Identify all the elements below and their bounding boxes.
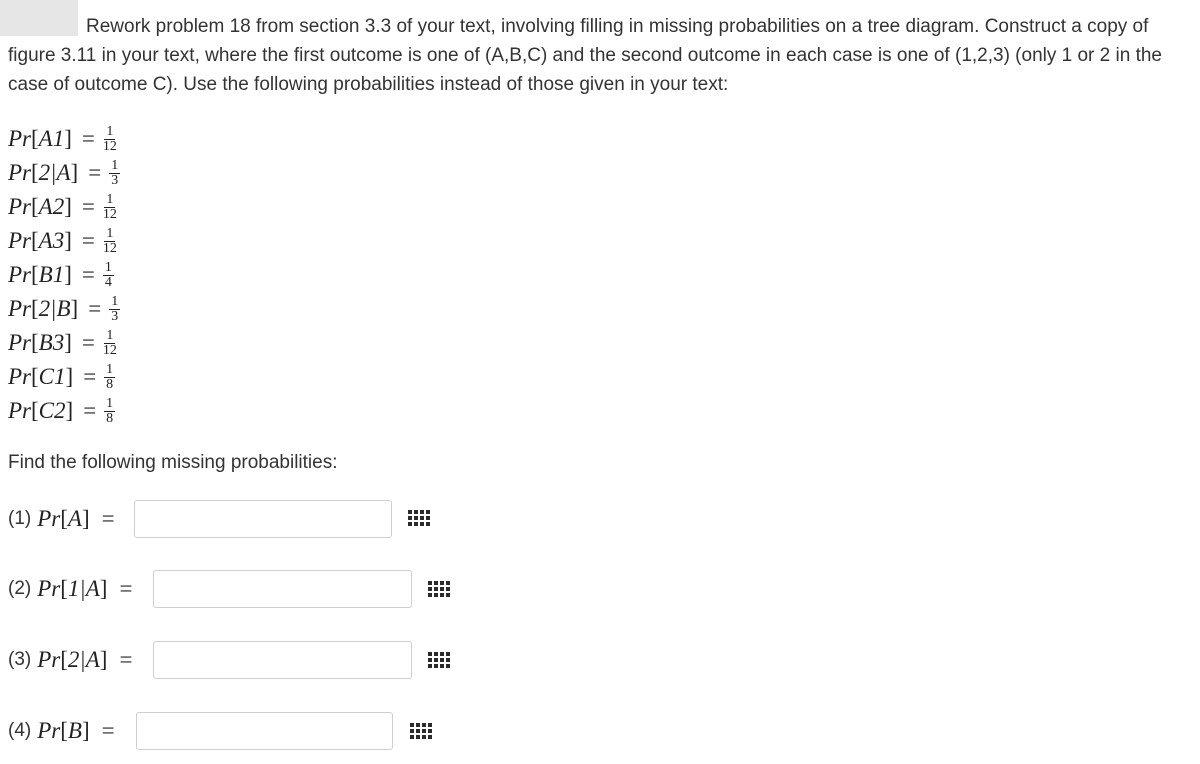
prob-function: Pr	[8, 262, 31, 287]
answer-input-4[interactable]	[137, 713, 392, 749]
prob-argument: 2|B	[38, 296, 71, 321]
numerator: 1	[104, 259, 112, 275]
answer-input-1[interactable]	[135, 501, 391, 537]
answer-input-3-box	[153, 641, 412, 679]
prob-function: Pr	[8, 296, 31, 321]
numerator: 1	[106, 361, 114, 377]
question-label: (1)	[8, 508, 32, 529]
prob-function: Pr	[37, 718, 61, 743]
answer-input-3[interactable]	[154, 642, 411, 678]
numerator: 1	[106, 395, 114, 411]
prob-function: Pr	[8, 228, 31, 253]
fraction	[104, 363, 115, 392]
prob-argument: B1	[38, 262, 65, 287]
question-3: (3) Pr[2|A] =	[8, 647, 133, 672]
prob-argument: A2	[38, 194, 65, 219]
question-4: (4) Pr[B] =	[8, 718, 115, 743]
given-row: Pr [ A2 ] = $\frac{1}{12}$	[8, 191, 117, 222]
numerator: 1	[111, 293, 119, 309]
fraction	[103, 227, 117, 256]
answer-input-1-box	[134, 500, 392, 538]
denominator: 12	[102, 342, 117, 358]
given-row: Pr [ A3 ] = $\frac{1}{12}$	[8, 225, 117, 256]
prob-function: Pr	[8, 194, 31, 219]
answer-input-2-box	[153, 570, 412, 608]
denominator: 12	[102, 240, 117, 256]
denominator: 4	[104, 274, 112, 290]
fraction	[103, 193, 117, 222]
prob-function: Pr	[8, 330, 31, 355]
prob-function: Pr	[37, 576, 61, 601]
given-row: Pr [ B3 ] = $\frac{1}{12}$	[8, 327, 117, 358]
question-label: (4)	[8, 720, 32, 741]
prob-function: Pr	[8, 398, 31, 423]
keypad-grid-icon[interactable]	[428, 652, 450, 670]
given-row: Pr [ A1 ] = $\frac{1}{12}$	[8, 123, 117, 154]
prob-function: Pr	[37, 647, 61, 672]
given-row: Pr [ 2|A ] = $\frac{1}{3}$	[8, 157, 119, 188]
question-1: (1) Pr[A] =	[8, 506, 115, 531]
numerator: 1	[106, 191, 114, 207]
denominator: 3	[111, 308, 119, 324]
keypad-grid-icon[interactable]	[410, 723, 432, 741]
fraction	[104, 397, 115, 426]
given-row: Pr [ C2 ] = $\frac{1}{8}$	[8, 395, 114, 426]
prob-function: Pr	[8, 126, 31, 151]
prob-argument: 2|A	[38, 160, 71, 185]
keypad-grid-icon[interactable]	[428, 581, 450, 599]
numerator: 1	[111, 157, 119, 173]
numerator: 1	[106, 123, 114, 139]
numerator: 1	[106, 225, 114, 241]
prob-function: Pr	[8, 364, 31, 389]
denominator: 3	[111, 172, 119, 188]
question-label: (2)	[8, 578, 32, 599]
prob-function: Pr	[37, 506, 61, 531]
prob-function: Pr	[8, 160, 31, 185]
keypad-grid-icon[interactable]	[408, 510, 430, 528]
prob-argument: B	[67, 718, 82, 743]
given-row: Pr [ B1 ] = $\frac{1}{4}$	[8, 259, 112, 290]
prob-argument: 1|A	[67, 576, 100, 601]
question-label: (3)	[8, 649, 32, 670]
given-probabilities	[8, 122, 120, 428]
answer-input-4-box	[136, 712, 393, 750]
answer-input-2[interactable]	[154, 571, 411, 607]
prob-argument: A1	[38, 126, 65, 151]
find-instruction: Find the following missing probabilities:	[8, 452, 338, 473]
prob-argument: B3	[38, 330, 65, 355]
given-row: Pr [ 2|B ] = $\frac{1}{3}$	[8, 293, 119, 324]
prob-argument: C2	[38, 398, 66, 423]
prob-argument: A3	[38, 228, 65, 253]
fraction	[103, 125, 117, 154]
fraction	[103, 261, 114, 290]
prob-argument: 2|A	[67, 647, 100, 672]
given-row: Pr [ C1 ] = $\frac{1}{8}$	[8, 361, 114, 392]
prob-argument: C1	[38, 364, 66, 389]
denominator: 12	[102, 138, 117, 154]
fraction	[109, 159, 120, 188]
denominator: 8	[106, 410, 114, 426]
fraction	[109, 295, 120, 324]
problem-intro: Rework problem 18 from section 3.3 of your text, involving filling in missing probabilities on a tree diagram. Construct a copy of figure 3.11 in your text, where the first outcome is one of (A,B,C) and the second outcome in each case is one of (1,2,3) (only 1 or 2 in the case of outcome C). Use the following probabilities instead of those given in your text:	[8, 16, 1162, 95]
numerator: 1	[106, 327, 114, 343]
denominator: 8	[106, 376, 114, 392]
prob-argument: A	[67, 506, 82, 531]
denominator: 12	[102, 206, 117, 222]
fraction	[103, 329, 117, 358]
question-2: (2) Pr[1|A] =	[8, 576, 133, 601]
